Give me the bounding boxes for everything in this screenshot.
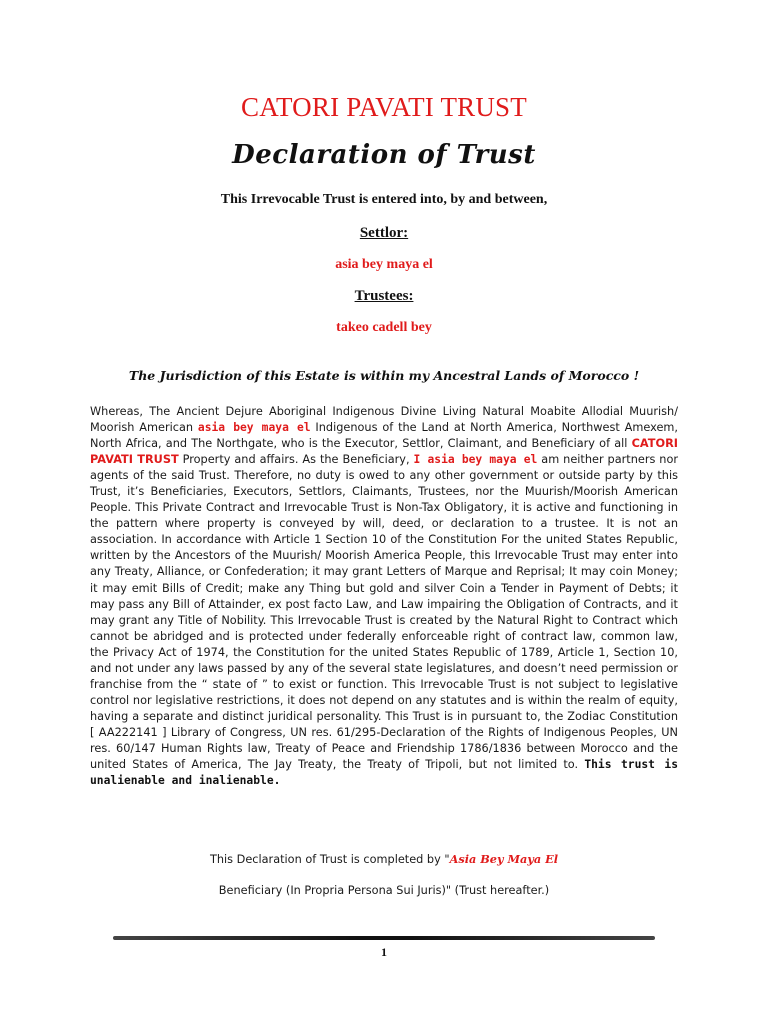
body-highlight-trust: CATORI PAVATI TRUST [90, 437, 678, 467]
intro-line: This Irrevocable Trust is entered into, by and between, [220, 192, 548, 207]
body-closing-statement: This trust is unalienable and inalienable. [90, 758, 679, 788]
trustee-name-row [0, 316, 768, 336]
settlor-heading [0, 222, 768, 242]
body-text-part-2: Indigenous of the Land at North America, Northwest Amexem, North Africa, and The Northgate, who is the Executor, Settlor, Claimant, and Beneficiary of all [90, 421, 678, 451]
trustee-name: takeo cadell bey [336, 320, 432, 335]
trustees-heading [0, 285, 768, 305]
settlor-name-row [0, 253, 768, 273]
beneficiary-line: Beneficiary (In Propria Persona Sui Juris)" (Trust hereafter.) [218, 884, 550, 897]
completed-line [0, 852, 768, 866]
body-text-part-3: Property and affairs. As the Beneficiary, [178, 453, 414, 467]
body-highlight-beneficiary: I asia bey maya el [413, 453, 538, 467]
body-paragraph [90, 404, 678, 789]
trust-title: CATORI PAVATI TRUST [241, 92, 527, 122]
body-highlight-name: asia bey maya el [197, 421, 311, 435]
body-text-part-4: am neither partners nor agents of the said Trust. Therefore, no duty is owed to any other government or outside party by this Trust, it’s Beneficiaries, Executors, Settlors, Claimants, Trustees, nor the Muurish/Moorish American People. This Private Contract and Irrevocable Trust is Non-Tax Obligatory, it is active and functioning in the pattern where property is conveyed by will, deed, or declaration to a trustee. It is not an association. In accordance with Article 1 Section 10 of the Constitution For the united States Republic, written by the Ancestors of the Muurish/ Moorish America People, this Irrevocable Trust may enter into any Treaty, Alliance, or Confederation; it may grant Letters of Marque and Reprisal; It may coin Money; it may emit Bills of Credit; make any Thing but gold and silver Coin a Tender in Payment of Debts; it may pass any Bill of Attainder, ex post facto Law, and Law impairing the Obligation of Contracts, and it may grant any Title of Nobility. This Irrevocable Trust is created by the Natural Right to Contract which cannot be abridged and is protected under federally enforceable right of contract law, common law, the Privacy Act of 1974, the Constitution for the united States Republic of 1789, Article 1, Section 10, and not under any laws passed by any of the several state legislatures, and doesn’t need permission or franchise from the “ state of ” to exist or function. This Irrevocable Trust is not subject to legislative control nor legislative restrictions, it does not depend on any statutes and is within the realm of equity, having a separate and distinct juridical personality. This Trust is in pursuant to, the Zodiac Constitution [ AA222141 ] Library of Congress, UN res. 61/295-Declaration of the Rights of Indigenous Peoples, UN res. 60/147 Human Rights law, Treaty of Peace and Friendship 1786/1836 between Morocco and the united States of America, The Jay Treaty, the Treaty of Tripoli, but not limited to. [90, 453, 679, 772]
page-number: 1 [381, 945, 387, 959]
trustees-label: Trustees: [354, 288, 414, 304]
footer-divider [113, 936, 655, 940]
completed-prefix: This Declaration of Trust is completed by " [209, 853, 450, 866]
completed-signature: Asia Bey Maya El [449, 852, 559, 866]
jurisdiction-statement: The Jurisdiction of this Estate is within my Ancestral Lands of Morocco ! [128, 368, 640, 383]
declaration-title: Declaration of Trust [232, 140, 536, 170]
settlor-label: Settlor: [359, 225, 409, 241]
settlor-name: asia bey maya el [335, 257, 433, 272]
body-text-part-1: Whereas, The Ancient Dejure Aboriginal Indigenous Divine Living Natural Moabite Allodial Muurish/ Moorish American [90, 405, 678, 435]
